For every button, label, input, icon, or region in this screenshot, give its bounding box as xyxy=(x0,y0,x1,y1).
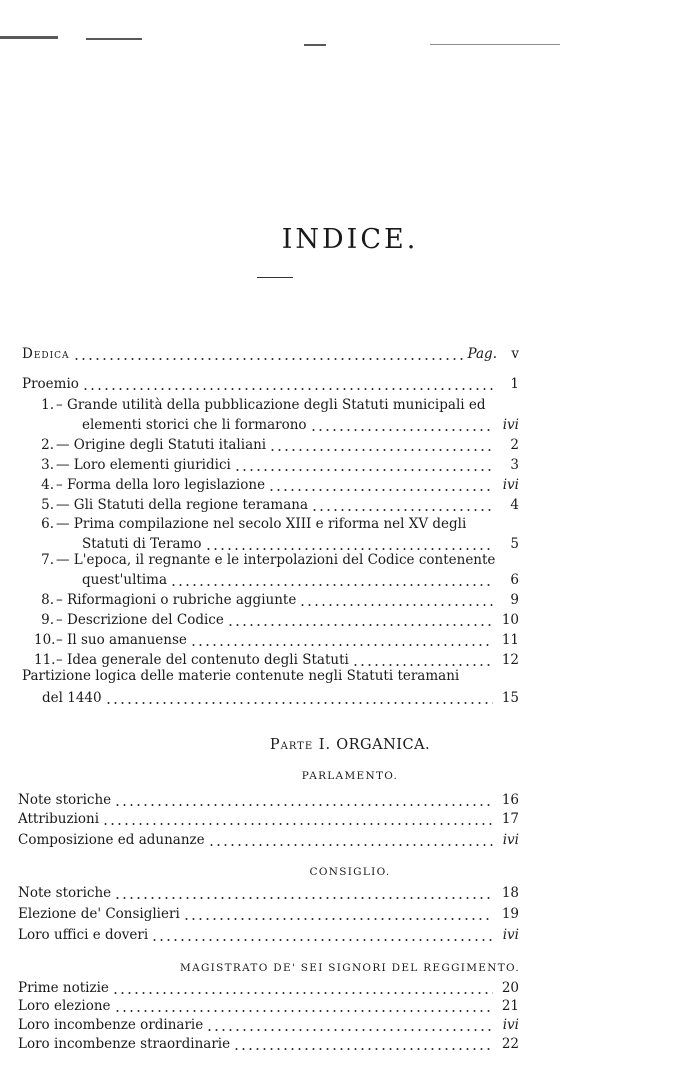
title-rule xyxy=(257,277,293,278)
toc-item-line xyxy=(34,514,466,534)
toc-entry-text: Note storiche xyxy=(18,885,112,901)
leader-dots xyxy=(206,1029,493,1031)
toc-item-9 xyxy=(34,610,519,630)
toc-page-number: 10 xyxy=(501,612,519,628)
toc-item-number: 1. xyxy=(41,397,54,413)
toc-page-number: 4 xyxy=(510,497,519,513)
toc-entry-text: Elezione de' Consiglieri xyxy=(18,906,180,922)
leader-dots xyxy=(114,897,493,899)
toc-entry-text: Loro elezione xyxy=(18,998,111,1014)
toc-entry-text: Attribuzioni xyxy=(18,811,100,827)
toc-item-4 xyxy=(34,475,519,495)
toc-item-3 xyxy=(34,455,519,475)
toc-page-number: 12 xyxy=(501,652,519,668)
section-heading: PARLAMENTO. xyxy=(301,770,399,782)
toc-item-number: 2. xyxy=(41,437,54,453)
toc-entry-text: – Descrizione del Codice xyxy=(56,612,224,628)
toc-page-number: 20 xyxy=(501,980,519,996)
toc-item-number: 6. xyxy=(41,516,54,532)
toc-entry-text: Proemio xyxy=(22,376,79,392)
toc-item-7 xyxy=(82,570,519,590)
toc-item-line xyxy=(34,395,486,415)
toc-entry-text: elementi storici che li formarono xyxy=(82,417,307,433)
toc-page-number: 16 xyxy=(501,792,519,808)
toc-entry xyxy=(18,904,519,924)
toc-page-number: 2 xyxy=(510,437,519,453)
scan-smudge xyxy=(304,44,326,46)
toc-page-number: 19 xyxy=(501,906,519,922)
toc-entry-text: Loro uffici e doveri xyxy=(18,927,149,943)
toc-item-10 xyxy=(34,630,519,650)
leader-dots xyxy=(208,844,493,846)
section-heading: CONSIGLIO. xyxy=(309,866,391,878)
toc-entry xyxy=(18,996,519,1016)
leader-dots xyxy=(170,584,493,586)
toc-entry-text: – Il suo amanuense xyxy=(56,632,187,648)
toc-entry-text: — Origine degli Statuti italiani xyxy=(56,437,267,453)
toc-entry xyxy=(18,1034,519,1054)
leader-dots xyxy=(269,449,493,451)
toc-entry-text: – Forma della loro legislazione xyxy=(56,477,266,493)
toc-item-5 xyxy=(34,495,519,515)
leader-dots xyxy=(102,823,493,825)
toc-entry-text: Loro incombenze ordinarie xyxy=(18,1017,204,1033)
toc-entry-text: Statuti di Teramo xyxy=(82,536,202,552)
toc-item-line xyxy=(34,550,495,570)
toc-page-number: 15 xyxy=(501,690,519,706)
toc-item-2 xyxy=(34,435,519,455)
toc-entry-text: — Prima compilazione nel secolo XIII e riforma nel XV degli xyxy=(56,516,467,532)
toc-entry-dedica xyxy=(22,344,519,364)
leader-dots xyxy=(310,429,493,431)
leader-dots xyxy=(112,992,493,994)
toc-entry xyxy=(18,978,519,998)
leader-dots xyxy=(183,918,493,920)
toc-entry xyxy=(18,830,519,850)
toc-entry-proemio xyxy=(22,374,519,394)
toc-item-number: 9. xyxy=(41,612,54,628)
toc-page-number: 9 xyxy=(510,592,519,608)
toc-entry xyxy=(18,1015,519,1035)
toc-page-number: 17 xyxy=(501,811,519,827)
leader-dots xyxy=(190,644,493,646)
section-heading: MAGISTRATO DE' SEI SIGNORI DEL REGGIMENTO. xyxy=(180,962,520,974)
scan-smudge xyxy=(430,44,560,45)
toc-item-number: 10. xyxy=(34,632,56,648)
toc-page-number: ivi xyxy=(502,1017,519,1033)
toc-item-number: 7. xyxy=(41,552,54,568)
leader-dots xyxy=(114,1010,493,1012)
page-title: INDICE. xyxy=(281,224,419,256)
toc-entry-text: Prime notizie xyxy=(18,980,109,996)
toc-entry-text: quest'ultima xyxy=(82,572,167,588)
toc-page-number: ivi xyxy=(502,832,519,848)
toc-page-number: ivi xyxy=(502,417,519,433)
leader-dots xyxy=(299,604,493,606)
leader-dots xyxy=(73,358,464,360)
toc-entry-text: Composizione ed adunanze xyxy=(18,832,205,848)
toc-item-number: 4. xyxy=(41,477,54,493)
leader-dots xyxy=(227,624,493,626)
toc-entry-text: – Idea generale del contenuto degli Statuti xyxy=(56,652,349,668)
toc-page-number: 21 xyxy=(501,998,519,1014)
toc-entry-text: Note storiche xyxy=(18,792,112,808)
toc-entry-text: — Loro elementi giuridici xyxy=(56,457,231,473)
part-label: Parte I. xyxy=(269,737,332,753)
toc-page-number: ivi xyxy=(502,477,519,493)
leader-dots xyxy=(82,388,493,390)
leader-dots xyxy=(105,702,493,704)
toc-entry xyxy=(18,809,519,829)
toc-item-line xyxy=(22,666,459,686)
toc-entry xyxy=(18,790,519,810)
toc-item-8 xyxy=(34,590,519,610)
toc-entry xyxy=(18,883,519,903)
toc-entry-text: Loro incombenze straordinarie xyxy=(18,1036,231,1052)
toc-page-number: v xyxy=(511,346,519,362)
toc-page-number: 5 xyxy=(510,536,519,552)
toc-entry-text: Partizione logica delle materie contenute negli Statuti teramani xyxy=(22,668,460,684)
toc-entry-partizione xyxy=(42,688,519,708)
toc-entry-text: del 1440 xyxy=(42,690,102,706)
toc-page-number: 1 xyxy=(510,376,519,392)
leader-dots xyxy=(233,1048,493,1050)
part-name: ORGANICA. xyxy=(336,737,431,753)
toc-entry-text: — L'epoca, il regnante e le interpolazioni del Codice contenente xyxy=(56,552,496,568)
part-title xyxy=(0,737,700,753)
toc-entry xyxy=(18,925,519,945)
leader-dots xyxy=(151,939,493,941)
toc-entry-text: — Gli Statuti della regione teramana xyxy=(56,497,308,513)
toc-item-number: 11. xyxy=(34,652,56,668)
toc-item-number: 5. xyxy=(41,497,54,513)
toc-page-number: 11 xyxy=(501,632,519,648)
leader-dots xyxy=(234,469,493,471)
toc-page-number: 18 xyxy=(501,885,519,901)
scan-smudge xyxy=(0,36,58,39)
pag-label: Pag. xyxy=(467,346,497,362)
toc-page-number: ivi xyxy=(502,927,519,943)
toc-entry-text: – Grande utilità della pubblicazione degli Statuti municipali ed xyxy=(56,397,486,413)
toc-item-number: 8. xyxy=(41,592,54,608)
toc-entry-text: Dedica xyxy=(22,346,70,362)
leader-dots xyxy=(268,489,493,491)
toc-entry-text: – Riformagioni o rubriche aggiunte xyxy=(56,592,297,608)
toc-item-number: 3. xyxy=(41,457,54,473)
toc-page-number: 6 xyxy=(510,572,519,588)
toc-page-number: 22 xyxy=(501,1036,519,1052)
leader-dots xyxy=(311,509,493,511)
leader-dots xyxy=(114,804,493,806)
toc-page-number: 3 xyxy=(510,457,519,473)
toc-item-1 xyxy=(82,415,519,435)
scan-smudge xyxy=(86,38,142,40)
